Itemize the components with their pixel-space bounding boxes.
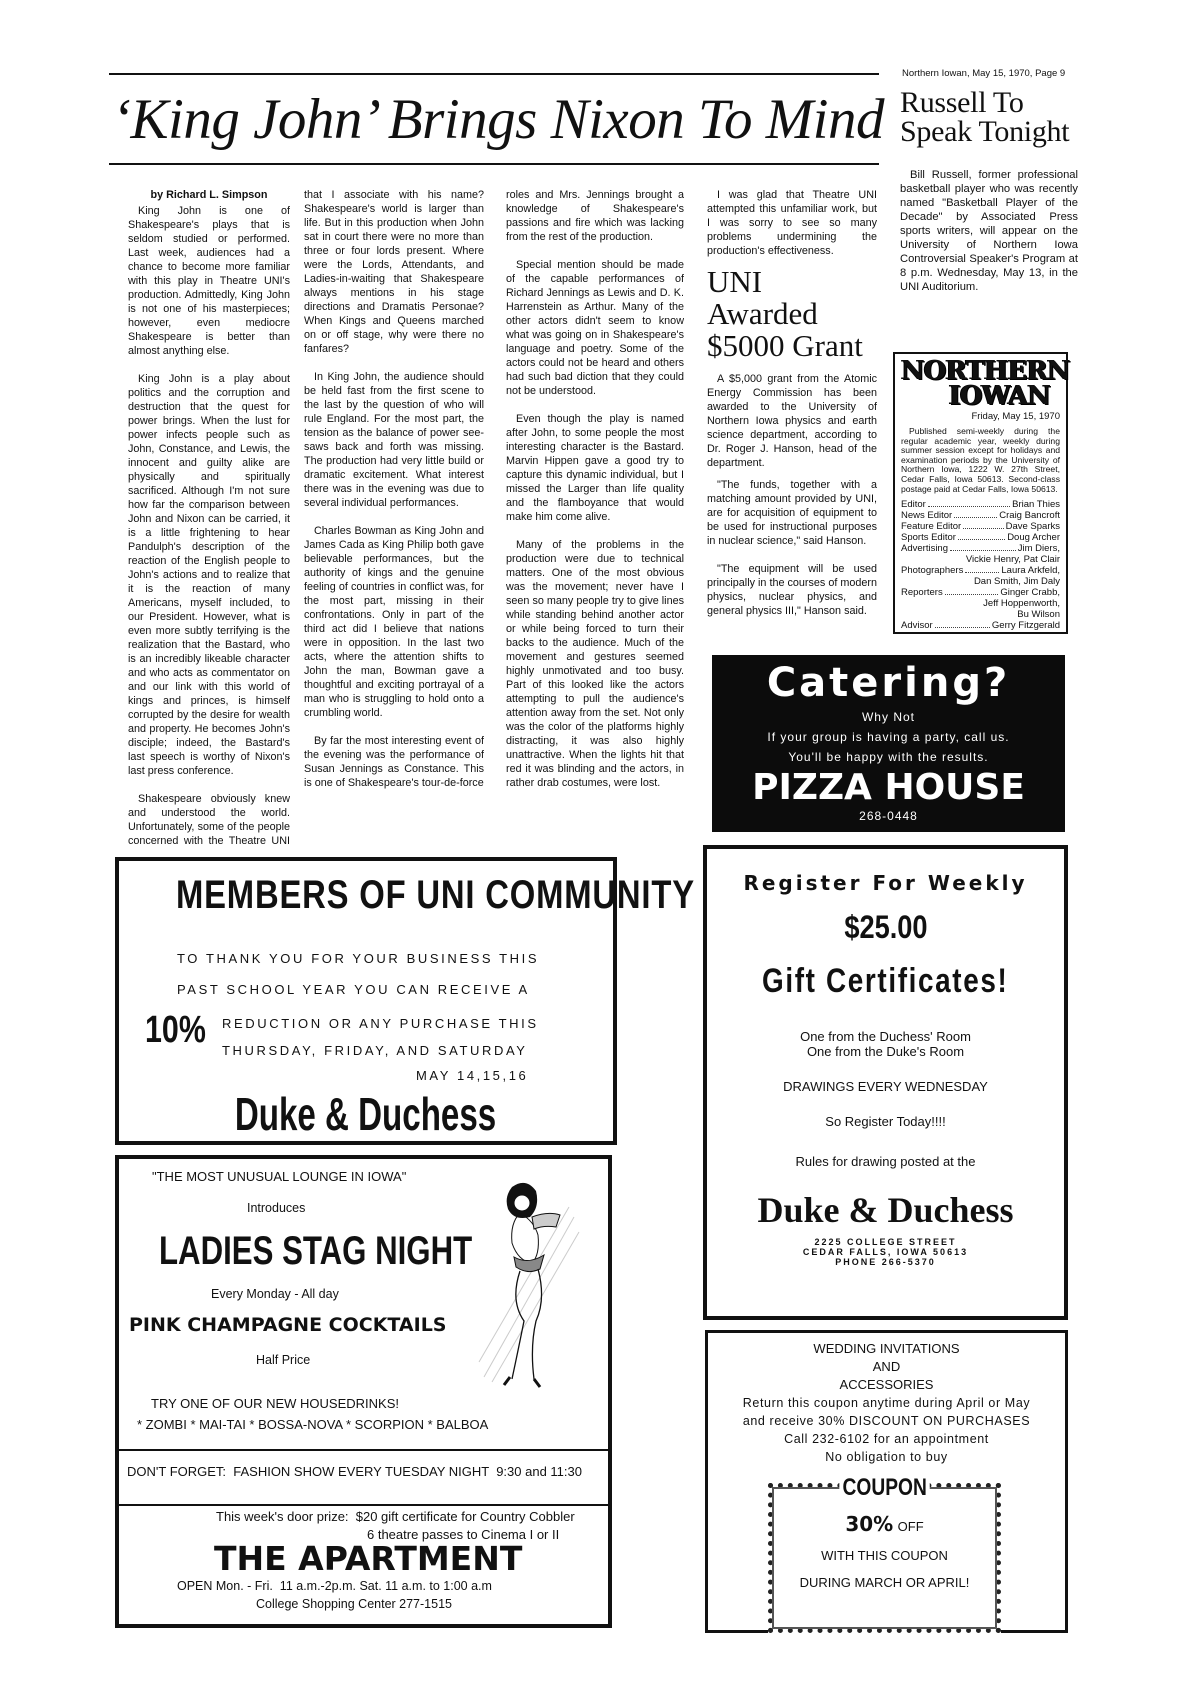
paragraph: By far the most interesting event of the evening was the performance of Susan Jennings as Constance. This is one of Shakespeare's tour-de-force <box>304 735 484 789</box>
staff-name: Dave Sparks <box>1005 521 1060 533</box>
wedding-invitations-ad <box>705 1330 1068 1633</box>
staff-role: Sports Editor <box>901 532 956 544</box>
masthead-date: Friday, May 15, 1970 <box>971 411 1060 422</box>
ad-text: Rules for drawing posted at the <box>795 1154 976 1169</box>
leader-dots <box>945 587 999 595</box>
staff-name: Vickie Henry, Pat Clair <box>965 554 1060 566</box>
article-column-1 <box>128 188 290 848</box>
paragraph: "The funds, together with a matching amount provided by UNI, are for acquisition of equipment to be used for instructional purposes in nuclear science," said Hanson. <box>707 479 877 547</box>
leader-dots <box>935 620 990 628</box>
register-gift-certificates-ad <box>703 845 1068 1320</box>
ad-text: REDUCTION OR ANY PURCHASE THIS <box>222 1016 539 1031</box>
staff-row <box>901 565 1060 576</box>
paragraph: Shakespeare obviously knew and understood the world. Unfortunately, some of the people concerned with the Theatre UNI <box>128 793 290 847</box>
ad-divider <box>119 1504 608 1506</box>
staff-row <box>901 499 1060 510</box>
staff-role: Feature Editor <box>901 521 962 533</box>
duke-duchess-brand: Duke & Duchess <box>235 1088 497 1140</box>
ad-dates: MAY 14,15,16 <box>416 1068 529 1083</box>
paragraph: roles and Mrs. Jennings brought a knowledge of Shakespeare's passions and fire which was lacking from the rest of the production. <box>506 189 684 243</box>
ad-text: ACCESSORIES <box>839 1377 934 1392</box>
ad-text: Call 232-6102 for an appointment <box>784 1432 989 1446</box>
ad-phone: PHONE 266-5370 <box>835 1257 936 1267</box>
members-headline: MEMBERS OF UNI COMMUNITY <box>175 873 695 917</box>
folio: Northern Iowan, May 15, 1970, Page 9 <box>902 68 1066 79</box>
register-headline: Register For Weekly <box>743 871 1028 895</box>
article-column-3 <box>506 188 684 848</box>
paragraph: A $5,000 grant from the Atomic Energy Commission has been awarded to the University of Northern Iowa physics and earth science department, according to Dr. Roger J. Hanson, head of the department. <box>707 373 877 469</box>
coupon[interactable] <box>768 1474 1001 1633</box>
staff-row <box>901 521 1060 532</box>
the-apartment-lounge-ad <box>115 1155 612 1628</box>
paragraph: I was glad that Theatre UNI attempted this unfamiliar work, but I was sorry to see so many problems undermining the production's effectiveness. <box>707 189 877 257</box>
pizza-phone: 268-0448 <box>859 809 918 823</box>
staff-name: Brian Thies <box>1012 499 1060 511</box>
ad-text: One from the Duke's Room <box>806 1044 965 1059</box>
staff-name: Ginger Crabb, <box>1000 587 1060 599</box>
ad-text: PAST SCHOOL YEAR YOU CAN RECEIVE A <box>177 982 530 997</box>
paragraph: Special mention should be made of the capable performances of Richard Jennings as Lewis and D. K. Harrenstein as Arthur. Many of the other actors didn't seem to know what was going on in Shakespeare's language and poetry. Some of the actors could not be heard and others had such bad diction that they could not be understood. <box>506 259 684 397</box>
ad-text: You'll be happy with the results. <box>788 750 989 764</box>
ad-text: WITH THIS COUPON <box>821 1548 948 1563</box>
pizza-house-brand: PIZZA HOUSE <box>752 767 1025 808</box>
paragraph: Bill Russell, former professional basketball player who was recently named "Basketball Player of the Decade" by Associated Press sports writers, will appear on the University of Northern Iowa Controversial Speaker's Program at 8 p.m. Wednesday, May 13, in the UNI Auditorium. <box>900 169 1078 293</box>
ad-text: DURING MARCH OR APRIL! <box>799 1575 970 1590</box>
headline-rule <box>109 163 879 165</box>
staff-role: Editor <box>901 499 926 511</box>
members-uni-community-ad <box>115 857 695 1145</box>
staff-name: Craig Bancroft <box>999 510 1060 522</box>
ad-text: DRAWINGS EVERY WEDNESDAY <box>783 1079 988 1094</box>
ad-text: If your group is having a party, call us. <box>767 730 1010 744</box>
staff-name: Doug Archer <box>1007 532 1060 544</box>
leader-dots <box>928 499 1010 507</box>
ad-text: Introduces <box>247 1201 306 1215</box>
ad-text: Return this coupon anytime during April or May <box>742 1396 1031 1410</box>
staff-role: Advisor <box>901 620 933 632</box>
leader-dots <box>950 543 1016 551</box>
byline: by Richard L. Simpson <box>150 189 268 201</box>
duke-duchess-logo: Duke & Duchess <box>757 1190 1014 1230</box>
opening-hours: OPEN Mon. - Fri. 11 a.m.-2p.m. Sat. 11 a.m. to 1:00 a.m <box>177 1579 492 1593</box>
ad-tagline: "THE MOST UNUSUAL LOUNGE IN IOWA" <box>152 1169 407 1184</box>
door-prize-text: 6 theatre passes to Cinema I or II <box>367 1527 560 1542</box>
ad-text: TRY ONE OF OUR NEW HOUSEDRINKS! <box>151 1396 399 1411</box>
staff-row <box>901 587 1060 598</box>
drinks-list: * ZOMBI * MAI-TAI * BOSSA-NOVA * SCORPION * BALBOA <box>137 1417 489 1432</box>
ad-text: Why Not <box>861 710 915 724</box>
staff-name: Gerry Fitzgerald <box>991 620 1060 632</box>
staff-name: Jeff Hoppenworth, <box>983 598 1060 610</box>
paragraph: Charles Bowman as King John and James Cada as King Philip both gave believable performances, but the authority of kings and the genuine feeling of countries in conflict was, for the most part, missing in their confrontations. Only in part of the third act did I believe that nations were in opposition. In the last two acts, where the attention shifts to John the man, Bowman gave a thoughtful and exciting portrayal of a man who is struggling to hold onto a crumbling world. <box>304 525 484 719</box>
stag-night-headline: LADIES STAG NIGHT <box>159 1229 473 1273</box>
paragraph: In King John, the audience should be held fast from the first scene to the last by the question of who will rule England. For the most part, the tension as the balance of power see-saws back and forth was missing. The production had very little build or dramatic excitement. What interest there was in the evening was due to several individual performances. <box>304 371 484 509</box>
ad-text: WEDDING INVITATIONS <box>813 1341 960 1356</box>
the-apartment-brand: THE APARTMENT <box>214 1539 523 1578</box>
dancer-illustration <box>474 1177 584 1402</box>
ad-text: No obligation to buy <box>825 1450 948 1464</box>
russell-article <box>900 168 1078 318</box>
paragraph: Many of the problems in the production were due to technical matters. One of the most obvious was the movement; never have I seen so many people try to give lines while standing behind another actor or while being forced to turn their backs to the audience. Much of the movement and gestures seemed highly unmotivated and too busy. Part of this looked like the actors attempting to pull the audience's attention away from the set. Not only was the color of the platforms highly distracting, it was also highly unattractive. When the lights hit that red it was blinding and the actors, in rather drab costumes, were lost. <box>506 539 684 789</box>
article-column-4 <box>707 188 877 648</box>
ad-text: THURSDAY, FRIDAY, AND SATURDAY <box>222 1043 528 1058</box>
staff-row <box>901 532 1060 543</box>
staff-row <box>901 510 1060 521</box>
ad-text: Every Monday - All day <box>211 1287 339 1301</box>
publication-note: Published semi-weekly during the regular academic year, weekly during summer session except for holidays and examination periods by the University of Northern Iowa, 1222 W. 27th Street, Cedar Falls, Iowa 50613. Second-class postage paid at Cedar Falls, Iowa 50613. <box>901 426 1060 494</box>
paragraph: Even though the play is named after John, to some people the most interesting character is the Bastard. Marvin Hippen gave a good try to capture this dynamic individual, but I missed the Larger than life quality and the flamboyance that would make him come alive. <box>506 413 684 523</box>
masthead-box <box>893 352 1068 634</box>
coupon-title: COUPON <box>839 1474 930 1502</box>
discount-percent: 10% <box>145 1009 206 1051</box>
ad-divider <box>119 1449 608 1451</box>
gift-certificates-title: Gift Certificates! <box>762 962 1009 1000</box>
door-prize-text: This week's door prize: $20 gift certificate for Country Cobbler <box>216 1509 575 1524</box>
ad-text: TO THANK YOU FOR YOUR BUSINESS THIS <box>177 951 540 966</box>
leader-dots <box>963 521 1003 529</box>
staff-name: Dan Smith, Jim Daly <box>973 576 1060 588</box>
leader-dots <box>958 532 1005 540</box>
champagne-headline: PINK CHAMPAGNE COCKTAILS <box>129 1314 447 1336</box>
article-column-2 <box>304 188 484 848</box>
gift-amount: $25.00 <box>843 909 928 945</box>
grant-headline: UNI Awarded $5000 Grant <box>707 264 863 363</box>
staff-name: Jim Diers, <box>1017 543 1060 555</box>
ad-text: Half Price <box>256 1353 311 1367</box>
russell-headline: Russell To Speak Tonight <box>900 86 1070 148</box>
masthead-logo-line1: NORTHERN <box>901 356 1070 386</box>
ad-text: AND <box>872 1359 901 1374</box>
staff-name: Bu Wilson <box>1017 609 1060 621</box>
pizza-house-ad <box>712 655 1065 832</box>
location-phone: College Shopping Center 277-1515 <box>256 1597 452 1611</box>
main-headline: ‘King John’ Brings Nixon To Mind <box>112 88 885 151</box>
paragraph: King John is one of Shakespeare's plays that is seldom studied or performed. Last week, audiences had a chance to become more familiar with this play in Theatre UNI's production. Admittedly, King John is not one of his masterpieces; however, even mediocre Shakespeare is better than almost anything else. <box>128 205 290 357</box>
masthead-logo-line2: IOWAN <box>948 381 1050 411</box>
leader-dots <box>954 510 997 518</box>
leader-dots <box>965 565 999 573</box>
staff-name: Laura Arkfeld, <box>1001 565 1060 577</box>
catering-headline: Catering? <box>766 660 1011 706</box>
staff-role: News Editor <box>901 510 953 522</box>
ad-text: So Register Today!!!! <box>825 1114 946 1129</box>
staff-list <box>901 499 1060 631</box>
paragraph: that I associate with his name? Shakespeare's world is larger than life. But in this production when John sat in court there were no more than three or four lords present. Where were the Lords, Attendants, and Ladies-in-waiting that Shakespeare always mentions in his stage directions and Dramatis Personae? When Kings and Queens marched on or off stage, why were there no fanfares? <box>304 189 484 355</box>
coupon-percent: 30% <box>845 1512 894 1536</box>
staff-role: Photographers <box>901 565 964 577</box>
staff-row <box>901 620 1060 631</box>
ad-address: CEDAR FALLS, IOWA 50613 <box>802 1247 969 1257</box>
top-rule <box>109 73 879 75</box>
fashion-show-text: DON'T FORGET: FASHION SHOW EVERY TUESDAY NIGHT 9:30 and 11:30 <box>127 1464 582 1479</box>
paragraph: "The equipment will be used principally in the courses of modern physics, nuclear physics, and general physics III," Hanson said. <box>707 563 877 617</box>
staff-role: Advertising <box>901 543 948 555</box>
coupon-off: OFF <box>897 1519 924 1534</box>
paragraph: King John is a play about politics and the corruption and destruction that the quest for power brings. When the lust for power infects people such as John, Constance, and Lewis, the innocent and guilty alike are physically and spiritually sacrificed. Although I'm not sure how far the comparison between John and Nixon can be carried, it is a little frightening to hear Pandulph's description of the reaction of the English people to John's actions and to realize that it is the reaction of many Americans, myself included, to our President. However, what is even more subtly terrifying is the realization that the Bastard, who is an incredibly likeable character and who acts as commentator on and our link with this world of kings and princes, is himself corrupted by the desire for wealth and property. He becomes John's disciple; indeed, the Bastard's last speech is worthy of Nixon's last press conference. <box>128 373 290 777</box>
staff-role: Reporters <box>901 587 943 599</box>
ad-address: 2225 COLLEGE STREET <box>814 1237 957 1247</box>
ad-text: One from the Duchess' Room <box>800 1029 971 1044</box>
ad-text: and receive 30% DISCOUNT ON PURCHASES <box>742 1414 1031 1428</box>
staff-row <box>901 543 1060 554</box>
